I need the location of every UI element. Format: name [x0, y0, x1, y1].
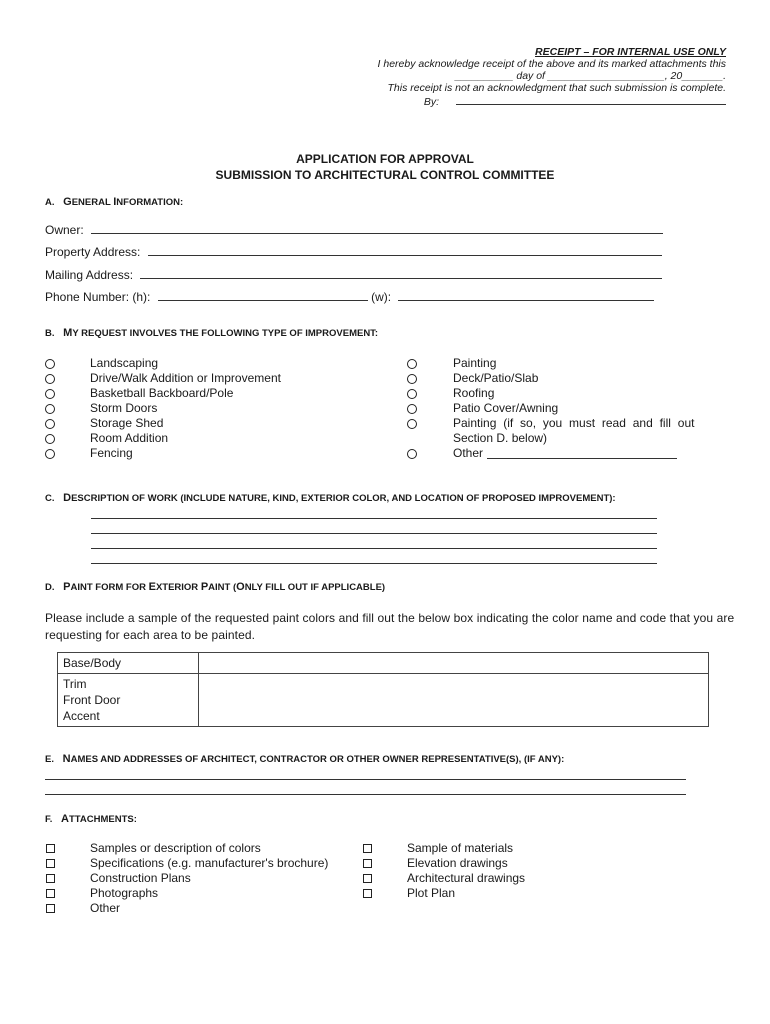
radio-circle-icon[interactable] [45, 389, 55, 399]
improvement-label: Other [453, 446, 484, 460]
receipt-line-2: __________ day of ____________________, 20_______. [455, 70, 726, 82]
improvement-label: Painting [453, 356, 497, 370]
section-a-cap2: I [113, 196, 117, 208]
improvement-label: Drive/Walk Addition or Improvement [90, 371, 281, 385]
description-line-2[interactable] [91, 533, 657, 534]
section-b-letter: B. [45, 328, 55, 339]
receipt-line-1: I hereby acknowledge receipt of the above and its marked attachments this [377, 58, 726, 70]
checkbox-icon[interactable] [46, 889, 55, 898]
mailing-address-label: Mailing Address: [45, 268, 134, 282]
receipt-block [306, 46, 726, 108]
table-row [58, 674, 709, 727]
section-a-heading [45, 196, 183, 208]
radio-circle-icon[interactable] [45, 359, 55, 369]
radio-circle-icon[interactable] [407, 359, 417, 369]
attachment-label: Construction Plans [90, 871, 191, 885]
checkbox-icon[interactable] [46, 859, 55, 868]
section-f-cap: A [61, 813, 69, 825]
section-d-rest4: NLY FILL OUT IF APPLICABLE) [244, 582, 386, 593]
paint-base-body-label: Base/Body [58, 653, 199, 674]
section-d-rest3: AINT ( [208, 582, 237, 593]
paint-trim-group-field[interactable] [199, 674, 709, 727]
description-line-3[interactable] [91, 548, 657, 549]
section-a-cap: G [63, 196, 72, 208]
attachment-label: Samples or description of colors [90, 841, 261, 855]
receipt-line-3: This receipt is not an acknowledgment that such submission is complete. [387, 82, 726, 94]
phone-home-field[interactable] [158, 288, 368, 301]
section-e-rest: AMES AND ADDRESSES OF ARCHITECT, CONTRACTOR OR OTHER OWNER REPRESENTATIVE(S), (IF ANY): [70, 754, 565, 765]
section-d-rest: AINT FORM FOR [70, 582, 146, 593]
attachment-label: Other [90, 901, 121, 915]
section-c-letter: C. [45, 493, 55, 504]
paint-front-door-label: Front Door [63, 693, 121, 707]
radio-circle-icon[interactable] [407, 449, 417, 459]
section-e-letter: E. [45, 754, 54, 765]
section-f-rest: TTACHMENTS: [68, 814, 137, 825]
paint-instructions: Please include a sample of the requested paint colors and fill out the below box indicating the color name and code that you are requesting for each area to be painted. [45, 611, 735, 642]
description-line-4[interactable] [91, 563, 657, 564]
owner-label: Owner: [45, 223, 84, 237]
owner-field[interactable] [91, 221, 663, 234]
property-address-label: Property Address: [45, 245, 141, 259]
owner-row [45, 221, 663, 237]
improvement-label: Landscaping [90, 356, 159, 370]
receipt-by-label: By: [423, 96, 440, 108]
property-address-field[interactable] [148, 243, 662, 256]
radio-circle-icon[interactable] [45, 419, 55, 429]
checkbox-icon[interactable] [46, 904, 55, 913]
radio-circle-icon[interactable] [407, 419, 417, 429]
page-subtitle: SUBMISSION TO ARCHITECTURAL CONTROL COMMITTEE [215, 168, 555, 182]
receipt-title: RECEIPT – FOR INTERNAL USE ONLY [535, 46, 726, 58]
section-d-letter: D. [45, 582, 55, 593]
improvement-label: Roofing [453, 386, 495, 400]
paint-base-body-field[interactable] [199, 653, 709, 674]
paint-accent-label: Accent [63, 709, 100, 723]
receipt-by-line [306, 94, 726, 108]
checkbox-icon[interactable] [363, 874, 372, 883]
improvement-label: Painting (if so, you must read and fill out [453, 416, 695, 430]
attachment-label: Sample of materials [407, 841, 514, 855]
representative-line-2[interactable] [45, 794, 686, 795]
phone-work-field[interactable] [398, 288, 654, 301]
improvement-label: Storage Shed [90, 416, 164, 430]
checkbox-icon[interactable] [363, 844, 372, 853]
section-a-rest2: NFORMATION: [116, 197, 184, 208]
section-d-cap3: P [200, 581, 209, 593]
section-d-cap4: O [236, 581, 245, 593]
mailing-address-field[interactable] [140, 266, 662, 279]
improvement-label: Basketball Backboard/Pole [90, 386, 234, 400]
improvement-label: Deck/Patio/Slab [453, 371, 539, 385]
paint-trim-group-label [58, 674, 199, 727]
checkbox-icon[interactable] [363, 889, 372, 898]
attachment-label: Elevation drawings [407, 856, 508, 870]
section-d-heading [45, 581, 385, 593]
section-e-heading [45, 753, 564, 765]
improvement-label: Fencing [90, 446, 133, 460]
radio-circle-icon[interactable] [45, 374, 55, 384]
section-e-cap: N [62, 753, 71, 765]
section-b-rest: Y REQUEST INVOLVES THE FOLLOWING TYPE OF IMPROVEMENT: [72, 328, 379, 339]
radio-circle-icon[interactable] [45, 434, 55, 444]
radio-circle-icon[interactable] [45, 449, 55, 459]
radio-circle-icon[interactable] [407, 404, 417, 414]
checkbox-icon[interactable] [363, 859, 372, 868]
attachment-label: Plot Plan [407, 886, 456, 900]
section-f-letter: F. [45, 814, 53, 825]
improvement-label-continued: Section D. below) [453, 431, 548, 445]
section-d-cap2: E [148, 581, 156, 593]
radio-circle-icon[interactable] [407, 374, 417, 384]
section-a-letter: A. [45, 197, 55, 208]
improvement-label: Room Addition [90, 431, 169, 445]
section-f-heading [45, 813, 137, 825]
section-b-cap: M [63, 327, 73, 339]
phone-row [45, 288, 654, 304]
improvement-label: Storm Doors [90, 401, 158, 415]
improvement-other-field[interactable] [487, 446, 677, 459]
attachment-label: Architectural drawings [407, 871, 526, 885]
section-c-heading [45, 492, 616, 504]
section-c-rest: ESCRIPTION OF WORK (INCLUDE NATURE, KIND, EXTERIOR COLOR, AND LOCATION OF PROPOSED IMPROVEMENT): [71, 493, 616, 504]
page-title: APPLICATION FOR APPROVAL [296, 152, 474, 166]
checkbox-icon[interactable] [46, 844, 55, 853]
section-c-cap: D [63, 492, 72, 504]
radio-circle-icon[interactable] [45, 404, 55, 414]
radio-circle-icon[interactable] [407, 389, 417, 399]
checkbox-icon[interactable] [46, 874, 55, 883]
attachment-label: Photographs [90, 886, 159, 900]
section-d-rest2: XTERIOR [155, 582, 199, 593]
receipt-signature-field[interactable] [456, 94, 726, 105]
paint-color-table [57, 652, 709, 727]
description-line-1[interactable] [91, 518, 657, 519]
property-address-row [45, 243, 662, 259]
section-b-heading [45, 327, 378, 339]
representative-line-1[interactable] [45, 779, 686, 780]
section-a-rest: ENERAL [71, 197, 111, 208]
section-d-cap: P [63, 581, 71, 593]
attachment-label: Specifications (e.g. manufacturer's brochure) [90, 856, 329, 870]
mailing-address-row [45, 266, 662, 282]
phone-work-label: (w): [371, 290, 392, 304]
improvement-label: Patio Cover/Awning [453, 401, 559, 415]
paint-trim-label: Trim [63, 677, 87, 691]
phone-home-label: Phone Number: (h): [45, 290, 151, 304]
table-row [58, 653, 709, 674]
